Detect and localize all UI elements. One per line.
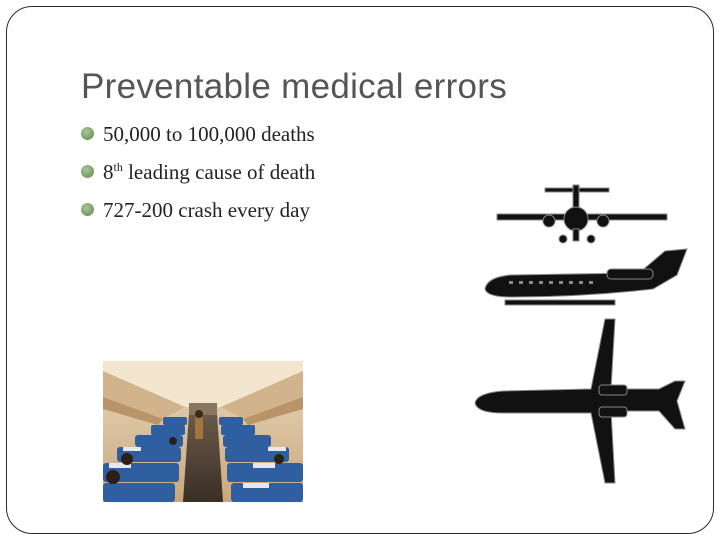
bullet-text-post: leading cause of death [122,160,316,184]
top-view-plane [475,319,685,483]
bullet-text: 50,000 to 100,000 deaths [103,122,315,146]
bullet-item [81,196,315,234]
bullet-item [81,120,315,158]
slide-title: Preventable medical errors [81,67,508,106]
bullet-list [81,120,315,234]
cabin-photo [103,361,303,502]
bullet-dot-icon [81,127,94,140]
slide [6,6,714,534]
airplane-silhouettes [463,177,693,497]
bullet-dot-icon [81,165,94,178]
bullet-text-sup: th [113,160,123,174]
side-view-plane [485,249,687,305]
bullet-text-pre: 8 [103,160,114,184]
front-view-plane [497,185,667,243]
bullet-item [81,158,315,196]
bullet-text: 727-200 crash every day [103,198,311,222]
bullet-dot-icon [81,203,94,216]
